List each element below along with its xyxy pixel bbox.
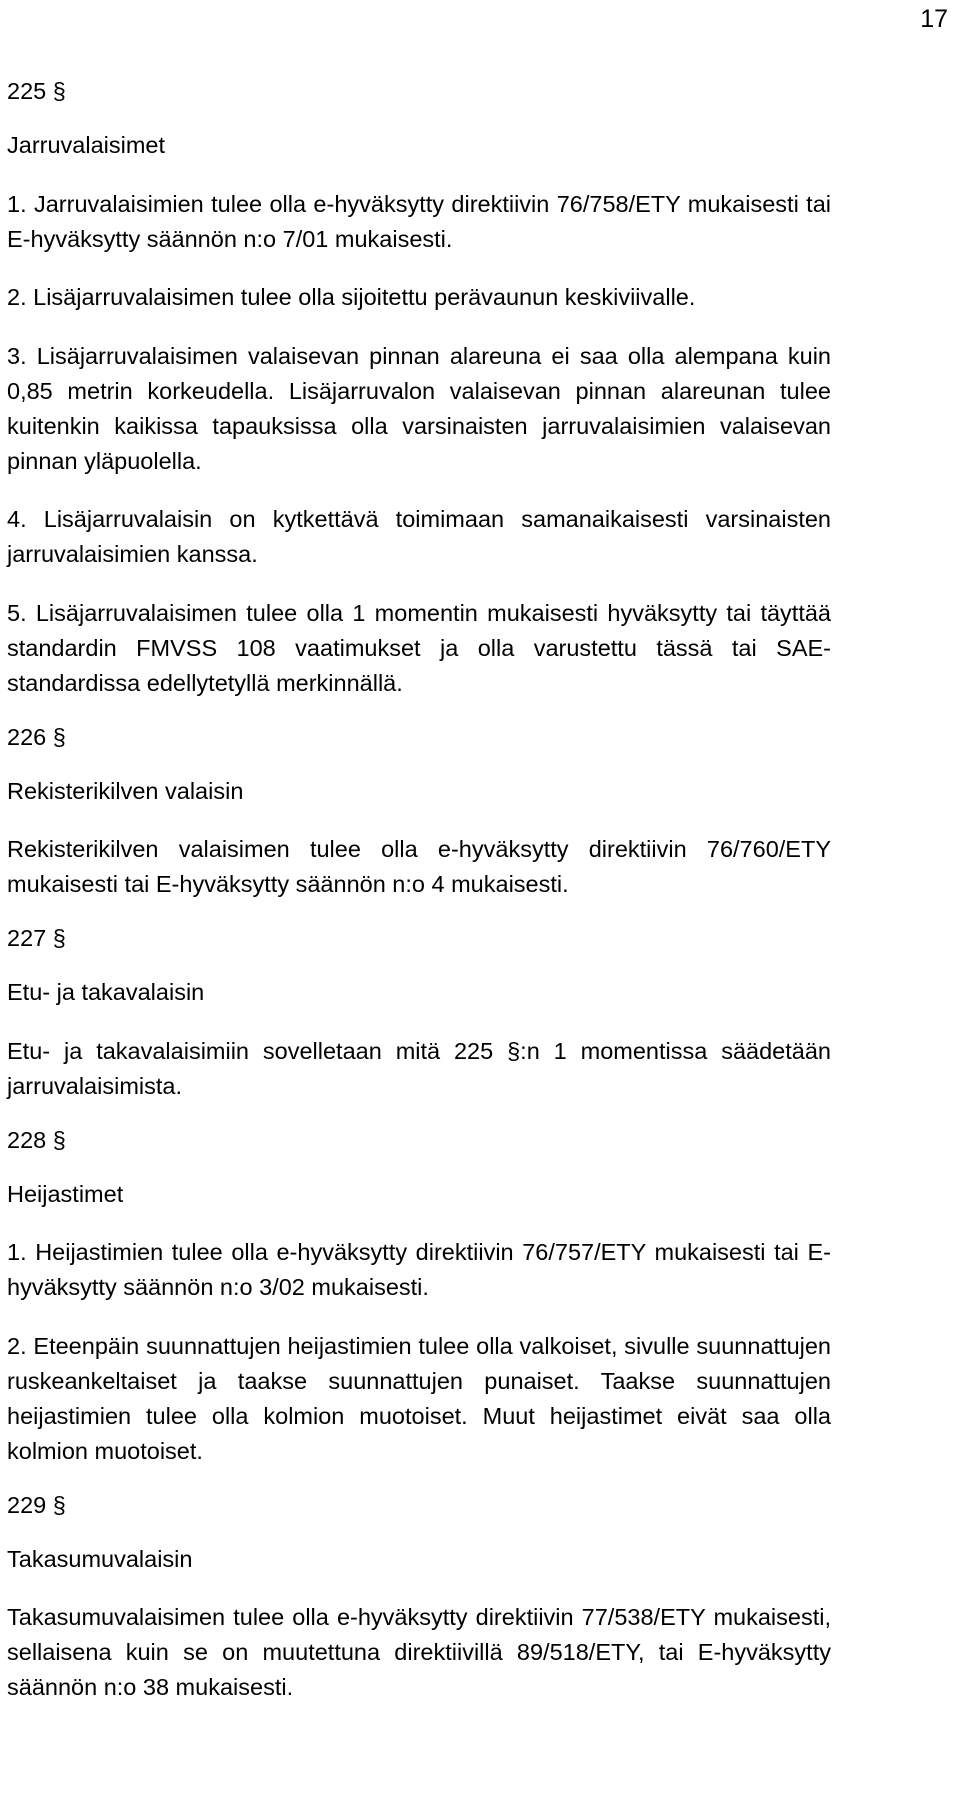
section-226 xyxy=(7,720,831,903)
section-228 xyxy=(7,1123,831,1469)
section-title: Jarruvalaisimet xyxy=(7,132,166,158)
section-227 xyxy=(7,921,831,1104)
section-heading: 227 § xyxy=(7,925,66,951)
paragraph: 2. Eteenpäin suunnattujen heijastimien tulee olla valkoiset, sivulle suunnattujen ruskeankeltaiset ja taakse suunnattujen punaiset. Taakse suunnattujen heijastimien tulee olla kolmion muotoiset. Muut heijastimet eivät saa olla kolmion muotoiset. xyxy=(7,1332,831,1464)
document-body xyxy=(7,74,831,1724)
page-number: 17 xyxy=(920,5,948,33)
section-heading: 225 § xyxy=(7,78,66,104)
paragraph: 1. Heijastimien tulee olla e-hyväksytty direktiivin 76/757/ETY mukaisesti tai E-hyväksytty säännön n:o 3/02 mukaisesti. xyxy=(7,1239,831,1300)
paragraph: 3. Lisäjarruvalaisimen valaisevan pinnan alareuna ei saa olla alempana kuin 0,85 metrin korkeudella. Lisäjarruvalon valaisevan pinnan alareunan tulee kuitenkin kaikissa tapauksissa olla varsinaisten jarruvalaisimien valaisevan pinnan yläpuolella. xyxy=(7,342,831,474)
paragraph: 5. Lisäjarruvalaisimen tulee olla 1 momentin mukaisesti hyväksytty tai täyttää standardin FMVSS 108 vaatimukset ja olla varustettu tässä tai SAE-standardissa edellytetyllä merkinnällä. xyxy=(7,599,831,696)
paragraph: 1. Jarruvalaisimien tulee olla e-hyväksytty direktiivin 76/758/ETY mukaisesti tai E-hyväksytty säännön n:o 7/01 mukaisesti. xyxy=(7,190,831,252)
paragraph: Takasumuvalaisimen tulee olla e-hyväksytty direktiivin 77/538/ETY mukaisesti, sellaisena kuin se on muutettuna direktiivillä 89/518/ETY, tai E-hyväksytty säännön n:o 38 mukaisesti. xyxy=(7,1604,831,1700)
section-title: Rekisterikilven valaisin xyxy=(7,777,244,804)
section-heading: 226 § xyxy=(7,723,66,750)
paragraph: 2. Lisäjarruvalaisimen tulee olla sijoitettu perävaunun keskiviivalle. xyxy=(7,284,696,310)
section-title: Etu- ja takavalaisin xyxy=(7,979,205,1005)
section-title: Heijastimet xyxy=(7,1180,124,1207)
section-heading: 228 § xyxy=(7,1126,66,1153)
section-225 xyxy=(7,74,831,701)
paragraph: 4. Lisäjarruvalaisin on kytkettävä toimimaan samanaikaisesti varsinaisten jarruvalaisimien kanssa. xyxy=(7,506,831,567)
paragraph: Etu- ja takavalaisimiin sovelletaan mitä 225 §:n 1 momentissa säädetään jarruvalaisimista. xyxy=(7,1037,831,1099)
section-heading: 229 § xyxy=(7,1491,66,1518)
section-229 xyxy=(7,1488,831,1706)
paragraph: Rekisterikilven valaisimen tulee olla e-hyväksytty direktiivin 76/760/ETY mukaisesti tai E-hyväksytty säännön n:o 4 mukaisesti. xyxy=(7,836,831,897)
section-title: Takasumuvalaisin xyxy=(7,1545,193,1572)
